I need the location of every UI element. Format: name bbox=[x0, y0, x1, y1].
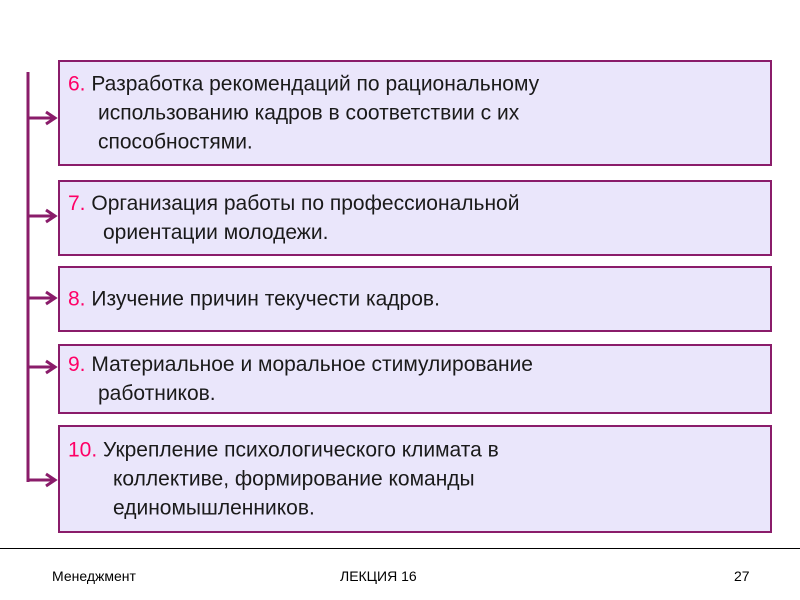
item-text-line: единомышленников. bbox=[113, 496, 315, 520]
item-text-line: использованию кадров в соответствии с их bbox=[98, 101, 520, 125]
item-number: 7. bbox=[68, 192, 86, 215]
item-text-line: ориентации молодежи. bbox=[103, 221, 329, 244]
item-text-line: работников. bbox=[98, 382, 216, 405]
footer-course-name: Менеджмент bbox=[52, 568, 136, 584]
item-text-line: коллективе, формирование команды bbox=[113, 467, 475, 491]
list-item-8 bbox=[58, 266, 772, 332]
footer-page-number: 27 bbox=[734, 568, 750, 584]
list-item-10 bbox=[58, 425, 772, 533]
item-text-line: Материальное и моральное стимулирование bbox=[91, 353, 533, 376]
footer-divider bbox=[0, 548, 800, 549]
list-item-9 bbox=[58, 344, 772, 414]
item-text-line: способностями. bbox=[98, 130, 253, 154]
list-item-6 bbox=[58, 60, 772, 166]
footer-lecture-label: ЛЕКЦИЯ 16 bbox=[340, 568, 417, 584]
item-text-line: Укрепление психологического климата в bbox=[103, 438, 499, 462]
item-text-line: Организация работы по профессиональной bbox=[91, 192, 520, 215]
item-number: 10. bbox=[68, 438, 98, 462]
item-number: 9. bbox=[68, 353, 86, 376]
item-text-line: Разработка рекомендаций по рациональному bbox=[91, 72, 540, 96]
item-text-line: Изучение причин текучести кадров. bbox=[91, 287, 440, 311]
item-number: 8. bbox=[68, 287, 86, 311]
list-item-7 bbox=[58, 180, 772, 256]
item-number: 6. bbox=[68, 72, 86, 96]
